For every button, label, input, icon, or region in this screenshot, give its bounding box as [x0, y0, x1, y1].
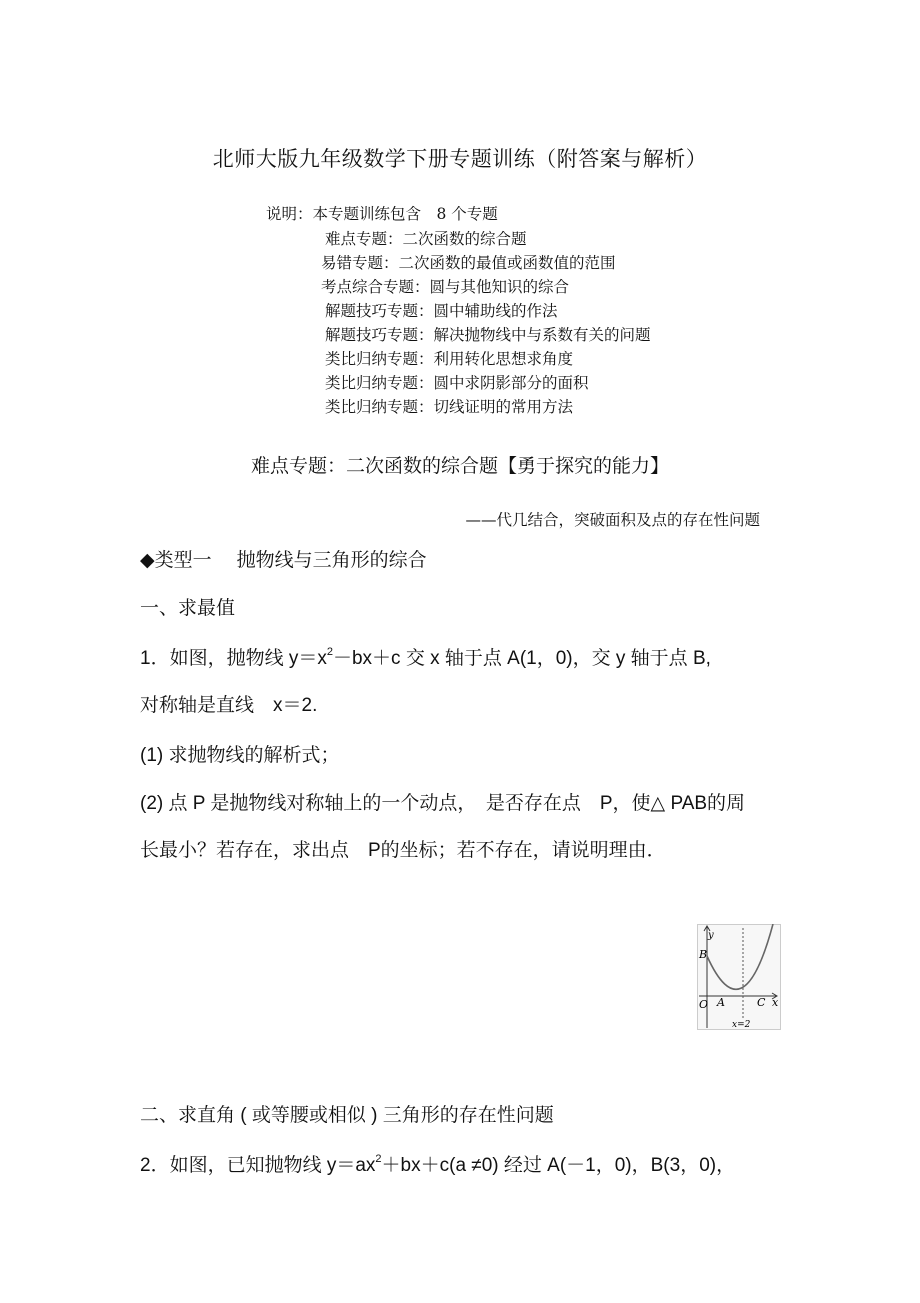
problem1-question2-line2: 长最小？若存在，求出点 P的坐标；若不存在，请说明理由．	[140, 840, 666, 861]
document-title: 北师大版九年级数学下册专题训练（附答案与解析）	[212, 147, 708, 171]
problem1-question2-line1: (2) 点 P 是抛物线对称轴上的一个动点， 是否存在点 P，使△ PAB的周	[140, 793, 746, 814]
problem1-line2: 对称轴是直线 x＝2.	[140, 695, 318, 716]
intro-topic: 难点专题：二次函数的综合题	[325, 230, 527, 248]
part1-heading: 一、求最值	[140, 597, 236, 619]
intro-lead: 说明：本专题训练包含 8 个专题	[266, 205, 498, 223]
section-subtitle: ——代几结合，突破面积及点的存在性问题	[465, 511, 760, 529]
symmetry-axis-label: x=2	[732, 1020, 751, 1030]
intro-topic: 易错专题：二次函数的最值或函数值的范围	[321, 254, 616, 272]
intro-topic: 解题技巧专题：圆中辅助线的作法	[325, 302, 558, 320]
part2-heading: 二、求直角 ( 或等腰或相似 ) 三角形的存在性问题	[140, 1105, 554, 1126]
intro-topic: 解题技巧专题：解决抛物线中与系数有关的问题	[325, 326, 651, 344]
point-a-label: A	[717, 996, 725, 1009]
point-b-label: B	[699, 948, 708, 961]
section-title: 难点专题：二次函数的综合题【勇于探究的能力】	[250, 455, 669, 477]
intro-topic: 考点综合专题：圆与其他知识的综合	[321, 278, 570, 296]
origin-label: O	[699, 998, 709, 1011]
type-heading: ◆类型一 抛物线与三角形的综合	[140, 549, 427, 571]
intro-topic: 类比归纳专题：切线证明的常用方法	[325, 398, 574, 416]
problem1-line1: 1．如图，抛物线 $y=x^2-bx+c$ 交 x 轴于点 A(1，0)，交 y 轴于点 B,	[140, 646, 711, 669]
point-c-label: C	[757, 996, 766, 1009]
intro-topic: 类比归纳专题：圆中求阴影部分的面积	[325, 374, 589, 392]
intro-topic: 类比归纳专题：利用转化思想求角度	[325, 350, 574, 368]
x-axis-label: x	[772, 996, 779, 1009]
figure-parabola-graph	[697, 924, 781, 1030]
problem2-line1: 2．如图，已知抛物线 $y=ax^2+bx+c(a \ne 0)$ 经过 A(－1，0)，B(3，0)，	[140, 1153, 736, 1176]
y-axis-label: y	[708, 930, 714, 941]
problem1-question1: (1) 求抛物线的解析式；	[140, 745, 340, 766]
